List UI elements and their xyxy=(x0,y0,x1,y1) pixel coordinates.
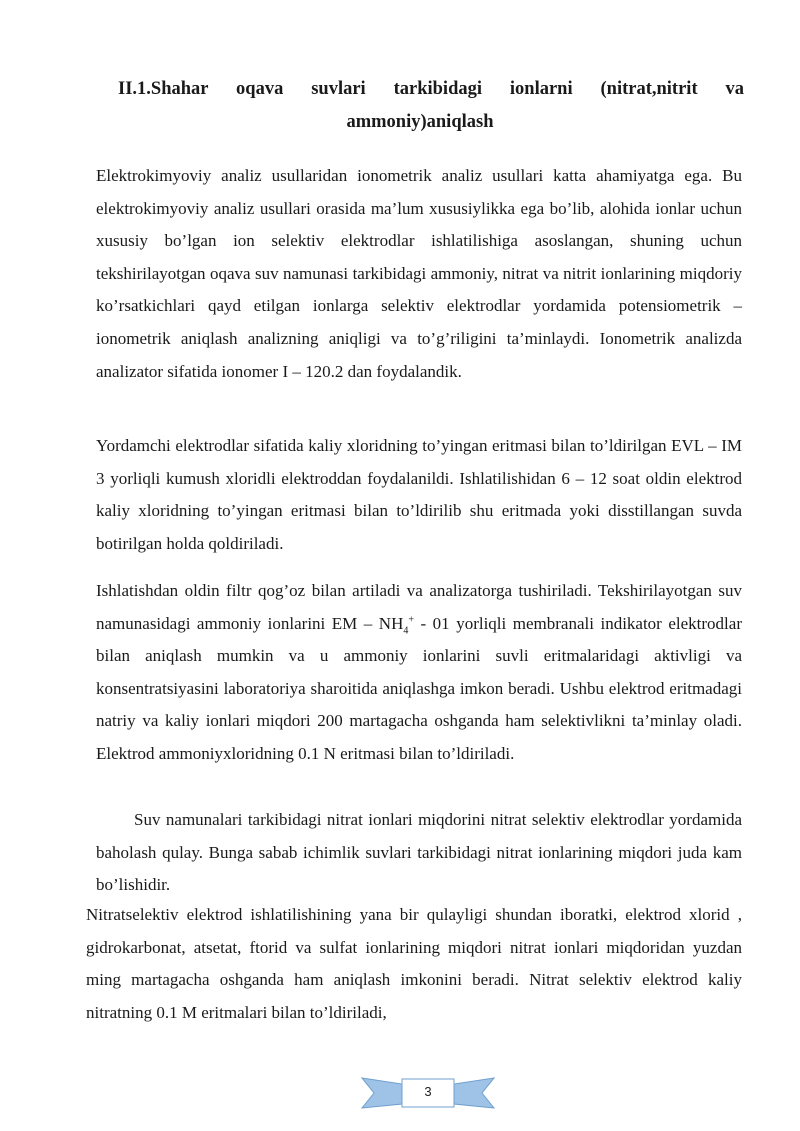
paragraph-4: Suv namunalari tarkibidagi nitrat ionlari miqdorini nitrat selektiv elektrodlar yordamida baholash qulay. Bunga sabab ichimlik suvlari tarkibidagi nitrat ionlarining miqdori juda kam bo’lishidir. xyxy=(96,810,742,895)
page-number-ribbon xyxy=(358,1074,498,1112)
paragraph-1: Elektrokimyoviy analiz usullaridan ionometrik analiz usullari katta ahamiyatga ega. Bu elektrokimyoviy analiz usullari orasida ma’lum xususiylikka ega bo’lib, alohida ionlar uchun xususiy bo’lgan ion selektiv elektrodlar ishlatilishiga asoslangan, shuning uchun tekshirilayotgan oqava suv namunasi tarkibidagi ammoniy, nitrat va nitrit ionlarining miqdoriy ko’rsatkichlari qayd etilgan ionlarga selektiv elektrodlar yordamida potensiometrik – ionometrik aniqlash analizning aniqligi va to’g’riligini ta’minlaydi. Ionometrik analizda analizator sifatida ionomer I – 120.2 dan foydalandik. xyxy=(96,166,742,381)
section-heading xyxy=(96,73,744,139)
ammonium-superscript: + xyxy=(408,613,414,625)
paragraph-2: Yordamchi elektrodlar sifatida kaliy xloridning to’yingan eritmasi bilan to’ldirilgan EVL – IM 3 yorliqli kumush xloridli elektroddan foydalanildi. Ishlatilishidan 6 – 12 soat oldin elektrod kaliy xloridning to’yingan eritmasi bilan to’ldirilib shu eritmada yoki disstillangan suvda botirilgan holda qoldiriladi. xyxy=(96,436,742,553)
ammonium-subscript: 4 xyxy=(403,624,409,636)
paragraph-3-part-2: - 01 yorliqli membranali indikator elektrodlar bilan aniqlash mumkin va u ammoniy ionlarini suvli eritmalaridagi aktivligi va konsentratsiyasini laboratoriya sharoitida aniqlashga imkon beradi. Ushbu elektrod eritmadagi natriy va kaliy ionlari miqdori 200 martagacha oshganda ham selektivlikni ta’minlay oladi. Elektrod ammoniyxloridning 0.1 N eritmasi bilan to’ldiriladi. xyxy=(96,613,742,763)
heading-line-1: II.1.Shahar oqava suvlari tarkibidagi ionlarni (nitrat,nitrit va xyxy=(118,79,744,99)
paragraph-5: Nitratselektiv elektrod ishlatilishining yana bir qulayligi shundan iboratki, elektrod xlorid , gidrokarbonat, atsetat, ftorid va sulfat ionlarining miqdori nitrat ionlari miqdoridan yuzdan ming martagacha oshganda ham aniqlash imkonini beradi. Nitrat selektiv elektrod kaliy nitratning 0.1 M eritmalari bilan to’ldiriladi, xyxy=(86,905,742,1022)
paragraph-3 xyxy=(96,575,742,771)
paragraph-3-part-1: Ishlatishdan oldin filtr qog’oz bilan artiladi va analizatorga tushiriladi. Tekshirilayotgan suv namunasidagi ammoniy ionlarini EM – NH xyxy=(96,581,742,633)
page-number: 3 xyxy=(424,1084,432,1099)
heading-line-2: ammoniy)aniqlash xyxy=(346,112,494,132)
